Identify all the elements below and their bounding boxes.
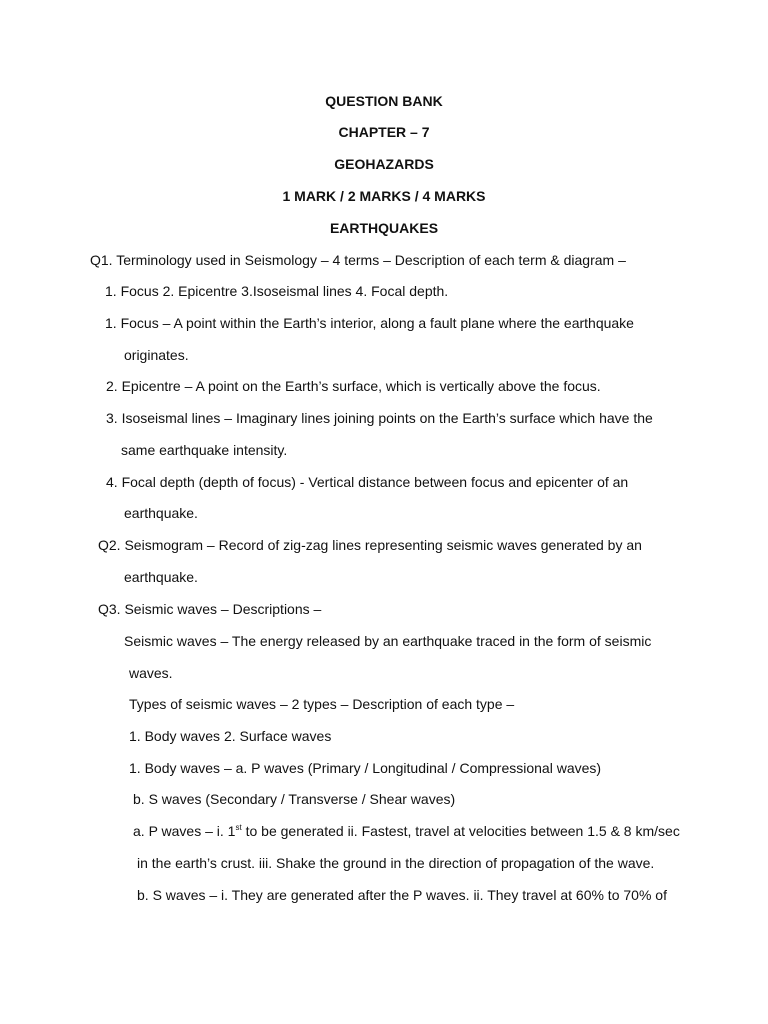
s-waves-description-line: b. S waves – i. They are generated after the P waves. ii. They travel at 60% to 70% of <box>137 887 667 903</box>
terms-list-line: 1. Focus 2. Epicentre 3.Isoseismal lines 4. Focal depth. <box>105 283 449 299</box>
p-waves-description-line <box>133 822 680 840</box>
q2-line: Q2. Seismogram – Record of zig-zag lines representing seismic waves generated by an <box>98 537 642 553</box>
isoseismal-definition-line: 3. Isoseismal lines – Imaginary lines joining points on the Earth’s surface which have the <box>106 410 653 426</box>
section-heading: EARTHQUAKES <box>329 220 439 236</box>
seismic-waves-definition-continuation: waves. <box>129 665 173 681</box>
p-waves-description-continuation: in the earth’s crust. iii. Shake the ground in the direction of propagation of the wave. <box>137 855 655 871</box>
q1-line: Q1. Terminology used in Seismology – 4 terms – Description of each term & diagram – <box>90 252 626 268</box>
chapter-heading: CHAPTER – 7 <box>338 124 430 140</box>
s-waves-type-line: b. S waves (Secondary / Transverse / Shear waves) <box>133 791 456 807</box>
body-waves-line: 1. Body waves – a. P waves (Primary / Longitudinal / Compressional waves) <box>129 760 602 776</box>
q3-line: Q3. Seismic waves – Descriptions – <box>98 601 322 617</box>
subject-heading: GEOHAZARDS <box>334 156 434 172</box>
focal-depth-definition-line: 4. Focal depth (depth of focus) - Vertical distance between focus and epicenter of an <box>106 474 629 490</box>
focus-definition-continuation: originates. <box>124 347 189 363</box>
wave-types-line: Types of seismic waves – 2 types – Description of each type – <box>129 696 515 712</box>
p-waves-suffix: to be generated ii. Fastest, travel at velocities between 1.5 & 8 km/sec <box>241 823 680 839</box>
epicentre-definition-line: 2. Epicentre – A point on the Earth’s surface, which is vertically above the focus. <box>106 378 601 394</box>
isoseismal-definition-continuation: same earthquake intensity. <box>121 442 288 458</box>
seismic-waves-definition-line: Seismic waves – The energy released by an earthquake traced in the form of seismic <box>124 633 652 649</box>
q2-line-continuation: earthquake. <box>124 569 198 585</box>
superscript-st: st <box>235 823 242 832</box>
marks-heading: 1 MARK / 2 MARKS / 4 MARKS <box>282 188 486 204</box>
title-heading: QUESTION BANK <box>325 93 443 109</box>
focal-depth-definition-continuation: earthquake. <box>124 505 198 521</box>
focus-definition-line: 1. Focus – A point within the Earth’s interior, along a fault plane where the earthquake <box>105 315 634 331</box>
wave-types-list-line: 1. Body waves 2. Surface waves <box>129 728 332 744</box>
p-waves-prefix: a. P waves – i. 1 <box>133 823 236 839</box>
